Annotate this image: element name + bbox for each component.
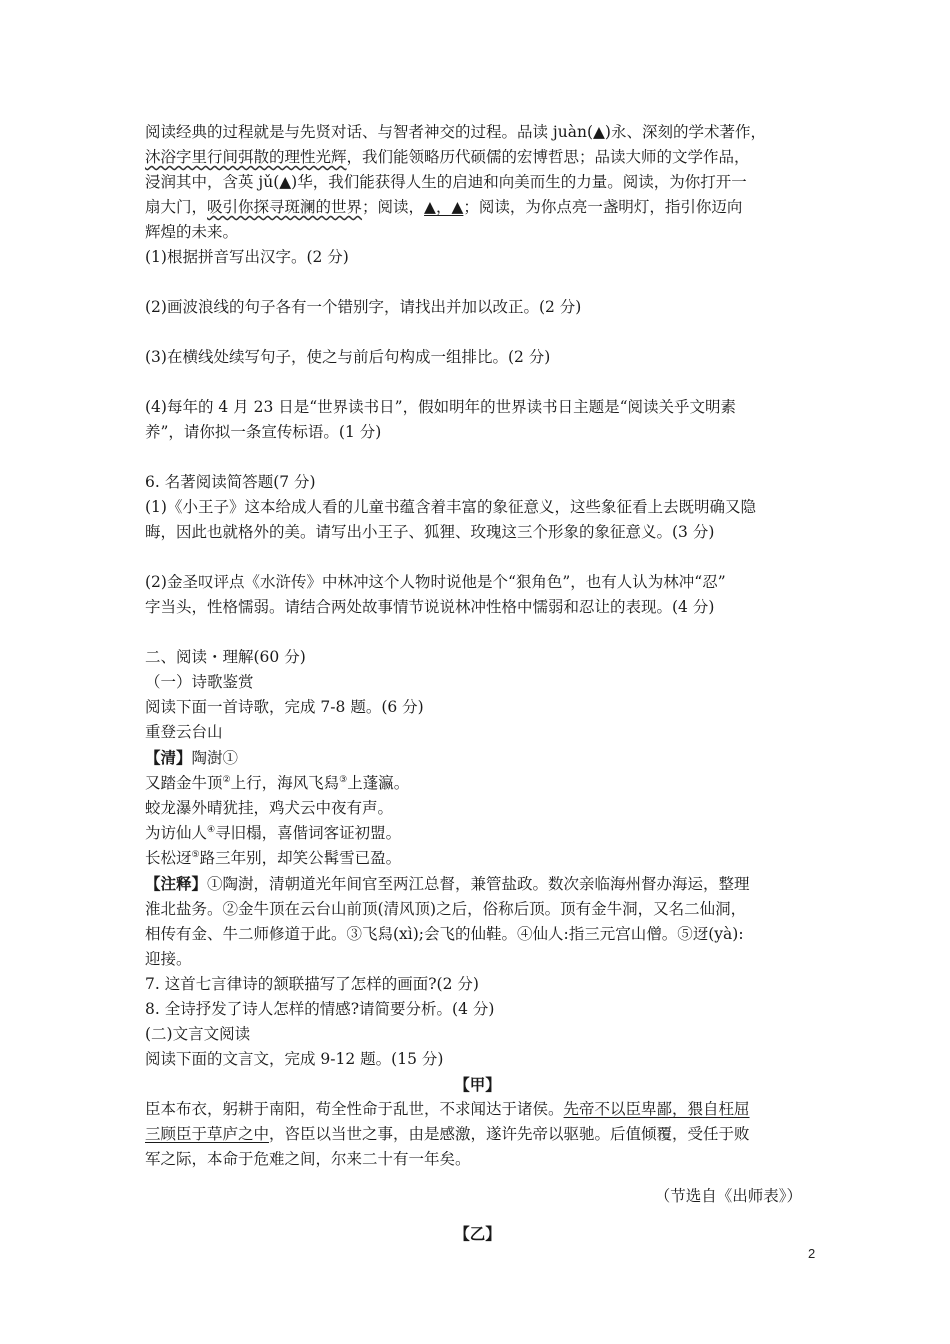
intro-text: ；阅读， — [362, 198, 425, 216]
classical-instructions: 阅读下面的文言文，完成 9-12 题。(15 分) — [145, 1050, 444, 1068]
notes-line — [145, 871, 810, 897]
poem-text: 又踏金牛顶 — [145, 774, 223, 792]
intro-line: 辉煌的未来。 — [145, 223, 239, 241]
question-5-4: 养”，请你拟一条宣传标语。(1 分) — [145, 423, 382, 441]
notes-text: ①陶澍，清朝道光年间官至两江总督，兼管盐政。数次亲临海州督办海运，整理 — [207, 875, 750, 893]
author-name: 陶澍① — [191, 749, 239, 767]
poem-text: 为访仙人 — [145, 824, 208, 842]
intro-line — [145, 195, 810, 220]
poem-line — [145, 821, 810, 846]
passage-jia-label: 【甲】 — [454, 1075, 501, 1094]
passage-text: 臣本布衣，躬耕于南阳，苟全性命于乱世，不求闻达于诸侯。 — [145, 1100, 564, 1118]
page-number: 2 — [808, 1246, 816, 1261]
notes-line: 淮北盐务。②金牛顶在云台山前顶(清风顶)之后，俗称后顶。顶有金牛洞，又名二仙洞， — [145, 900, 747, 918]
intro-text: 扇大门， — [145, 198, 208, 216]
question-7: 7. 这首七言律诗的颔联描写了怎样的画面?(2 分) — [145, 975, 479, 993]
poetry-instructions: 阅读下面一首诗歌，完成 7-8 题。(6 分) — [145, 698, 424, 716]
question-6-1: (1)《小王子》这本给成人看的儿童书蕴含着丰富的象征意义，这些象征看上去既明确又隐 — [145, 498, 756, 516]
passage-line: 军之际，本命于危难之间，尔来二十有一年矣。 — [145, 1150, 471, 1168]
poem-line — [145, 771, 810, 796]
question-6-2: 字当头，性格懦弱。请结合两处故事情节说说林冲性格中懦弱和忍让的表现。(4 分) — [145, 598, 715, 616]
question-6-1: 晦，因此也就格外的美。请写出小王子、狐狸、玫瑰这三个形象的象征意义。(3 分) — [145, 523, 715, 541]
wavy-sentence: 沐浴字里行间弭散的理性光辉 — [145, 148, 347, 166]
poem-line — [145, 846, 810, 871]
dynasty-tag: 【清】 — [145, 748, 192, 767]
footnote-mark: ⑤ — [191, 849, 200, 860]
question-8: 8. 全诗抒发了诗人怎样的情感?请简要分析。(4 分) — [145, 1000, 495, 1018]
footnote-mark: ③ — [339, 774, 348, 785]
poem-author — [145, 745, 810, 771]
subsection-poetry: （一）诗歌鉴赏 — [145, 673, 254, 691]
notes-line: 迎接。 — [145, 950, 192, 968]
subsection-classical: (二)文言文阅读 — [145, 1025, 251, 1043]
question-5-1: (1)根据拼音写出汉字。(2 分) — [145, 248, 349, 266]
underlined-sentence: 三顾臣于草庐之中 — [145, 1125, 270, 1143]
question-5-3: (3)在横线处续写句子，使之与前后句构成一组排比。(2 分) — [145, 348, 551, 366]
question-5-2: (2)画波浪线的句子各有一个错别字，请找出并加以改正。(2 分) — [145, 298, 582, 316]
passage-yi-label: 【乙】 — [454, 1224, 501, 1243]
section-2-title: 二、阅读・理解(60 分) — [145, 648, 306, 666]
question-6-2: (2)金圣叹评点《水浒传》中林冲这个人物时说他是个“狠角色”，也有人认为林冲“忍” — [145, 573, 726, 591]
intro-line: 浸润其中，含英 jǔ(▲)华，我们能获得人生的启迪和向美而生的力量。阅读，为你打开一 — [145, 173, 747, 191]
footnote-mark: ④ — [207, 824, 216, 835]
notes-tag: 【注释】 — [145, 874, 208, 893]
question-5-4: (4)每年的 4 月 23 日是“世界读书日”，假如明年的世界读书日主题是“阅读关乎文明素 — [145, 398, 737, 416]
intro-text: ；阅读，为你点亮一盏明灯，指引你迈向 — [463, 198, 743, 216]
blank-line: ▲，▲ — [424, 198, 464, 216]
poem-text: 上蓬瀛。 — [347, 774, 410, 792]
poem-line: 蛟龙瀑外晴犹挂，鸡犬云中夜有声。 — [145, 799, 394, 817]
intro-line: 阅读经典的过程就是与先贤对话、与智者神交的过程。品读 juàn(▲)永、深刻的学术著作， — [145, 123, 766, 141]
poem-text: 寻旧榻，喜偕词客证初盟。 — [215, 824, 402, 842]
passage-text: ，咨臣以当世之事，由是感激，遂许先帝以驱驰。后值倾覆，受任于败 — [269, 1125, 750, 1143]
wavy-sentence: 吸引你探寻斑澜的世界 — [207, 198, 363, 216]
document-body — [145, 120, 810, 1246]
intro-text: ，我们能领略历代硕儒的宏博哲思；品读大师的文学作品， — [346, 148, 750, 166]
notes-line: 相传有金、牛二师修道于此。③飞舄(xì);会飞的仙鞋。④仙人:指三元宫山僧。⑤迓(yà): — [145, 925, 744, 943]
passage-line — [145, 1097, 810, 1122]
question-6-title: 6. 名著阅读简答题(7 分) — [145, 473, 316, 491]
poem-text: 上行，海风飞舄 — [230, 774, 340, 792]
footnote-mark: ② — [222, 774, 231, 785]
passage-line — [145, 1122, 810, 1147]
poem-text: 长松迓 — [145, 849, 192, 867]
underlined-sentence: 先帝不以臣卑鄙，猥自枉屈 — [563, 1100, 750, 1118]
poem-text: 路三年别，却笑公髯雪已盈。 — [199, 849, 402, 867]
intro-line — [145, 145, 810, 170]
passage-source: （节选自《出师表》） — [654, 1187, 802, 1205]
poem-title: 重登云台山 — [145, 723, 223, 741]
intro-paragraph — [145, 120, 810, 245]
